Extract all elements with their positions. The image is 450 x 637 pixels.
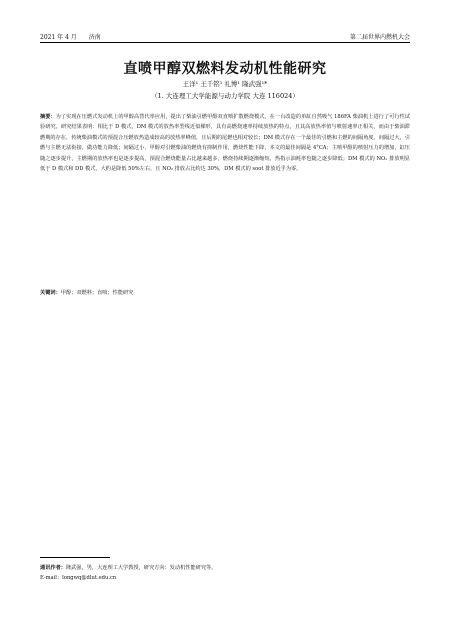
abstract-text: 为了实现在压燃式发动机上的甲醇高替代率应用，提出了柴油引燃甲醇双直喷扩散燃烧模式，在一台改造的单缸自然吸气 186FA 柴油机上进行了可行性试验研究。研究结果表明：相比于 D 模式，DM 模式的放热率型线近似梯形，具有高燃烧速率持续放热的特点，且其高放热率值与喷射速率正相关，而由于柴油滞燃期的存在，传统柴油模式的预混合压燃放热造成较高的放热率峰值，且后期的尾燃也相对较长；DM 模式存在一个最佳的引燃和主燃的间隔角度，间隔过大，引燃与主燃无法衔接，做功能力降低；间隔过小，甲醇对引燃柴油的燃烧有抑制作用，燃烧性能下降，本文的最佳间隔是 4°CA；主喷甲醇的喷射压力的增加，缸压随之逐步提升，主燃期的放热率也是逐步提高，预混合燃烧能量占比越来越多，燃烧持续期逐渐缩短，热指示油耗率也随之逐步降低；DM 模式的 NOₓ 排放明显低于 D 模式和 DD 模式，大约是降低 50%左右，且 NO₂ 排放占比约达 30%，DM 模式的 soot 排放近乎为零。 — [40, 114, 410, 173]
header-date: 2021 年 4 月 — [40, 34, 77, 41]
footnote-email — [40, 573, 410, 583]
header-rule — [40, 42, 410, 43]
header-conference: 第二届世界内燃机大会 — [349, 34, 410, 41]
footnote-author — [40, 563, 410, 573]
footnote-author-text: 隆武强，男，大连理工大学教授，研究方向：发动机性能研究等。 — [65, 565, 217, 571]
footnote-rule — [40, 557, 110, 558]
keywords-label: 关键词： — [40, 290, 61, 296]
header-left — [40, 32, 111, 41]
author-list: 王洋¹ 王千铭¹ 礼博¹ 隆武强¹* — [182, 80, 268, 88]
running-header — [40, 31, 410, 41]
footnote-email-address[interactable]: longwq@dlut.edu.cn — [62, 575, 117, 581]
footnote-email-label: E-mail： — [40, 575, 63, 581]
abstract — [40, 112, 410, 174]
affiliation: （1. 大连理工大学能源与动力学院 大连 116024） — [151, 92, 299, 100]
keywords — [40, 289, 410, 296]
header-place: 济南 — [88, 34, 101, 41]
footnote — [40, 563, 410, 583]
abstract-label: 摘要： — [40, 114, 56, 120]
footnote-author-label: 通讯作者： — [40, 565, 66, 571]
keywords-text: 甲醇；双燃料；直喷；性能研究 — [60, 290, 134, 296]
paper-title: 直喷甲醇双燃料发动机性能研究 — [123, 61, 327, 77]
